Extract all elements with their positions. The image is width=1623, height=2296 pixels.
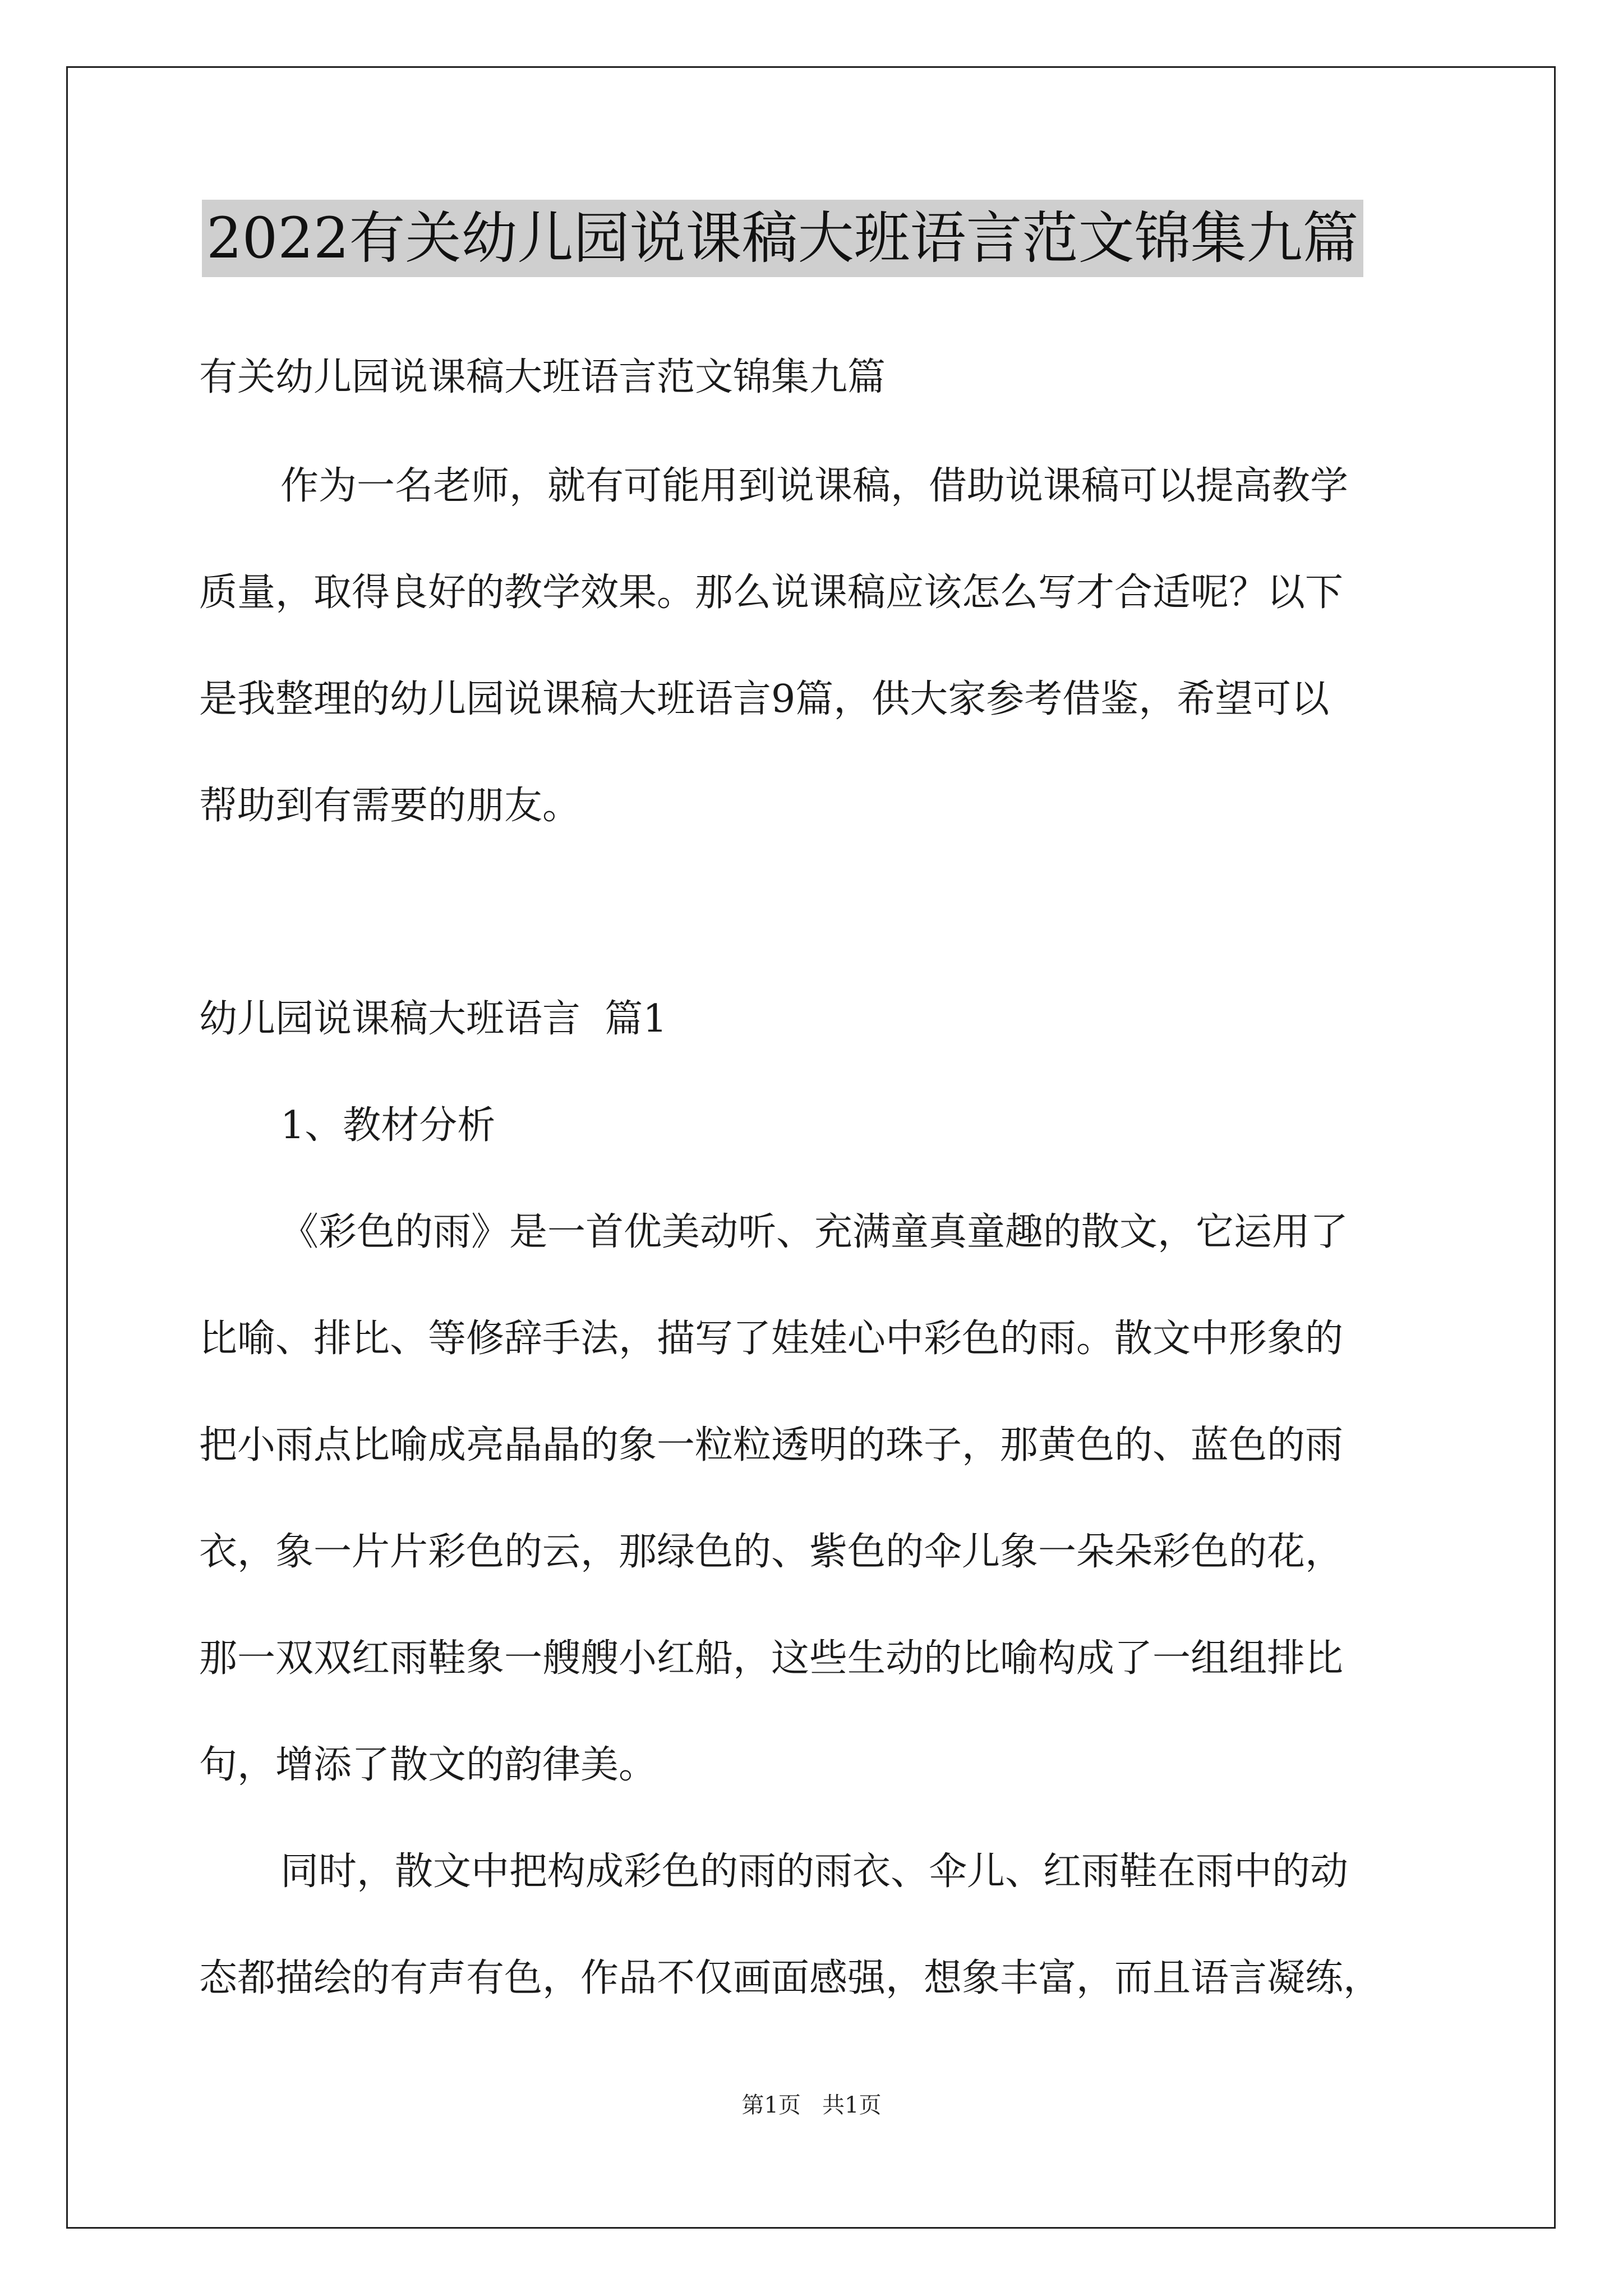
para1-line-6: 句，增添了散文的韵律美。 [199, 1743, 657, 1787]
item-heading: 1、教材分析 [280, 1103, 496, 1148]
para1-line-4: 衣，象一片片彩色的云，那绿色的、紫色的伞儿象一朵朵彩色的花， [199, 1530, 1344, 1574]
intro-line-4: 帮助到有需要的朋友。 [199, 784, 581, 828]
para1-line-5: 那一双双红雨鞋象一艘艘小红船，这些生动的比喻构成了一组组排比 [199, 1636, 1344, 1681]
para2-line-2: 态都描绘的有声有色，作品不仅画面感强，想象丰富，而且语言凝练， [199, 1956, 1382, 2000]
document-subtitle: 有关幼儿园说课稿大班语言范文锦集九篇 [199, 355, 886, 399]
page-footer: 第1页 共1页 [741, 2092, 882, 2118]
para1-line-2: 比喻、排比、等修辞手法，描写了娃娃心中彩色的雨。散文中形象的 [199, 1317, 1344, 1361]
para1-line-1: 《彩色的雨》是一首优美动听、充满童真童趣的散文，它运用了 [280, 1210, 1349, 1254]
para1-line-3: 把小雨点比喻成亮晶晶的象一粒粒透明的珠子，那黄色的、蓝色的雨 [199, 1423, 1344, 1467]
intro-line-2: 质量，取得良好的教学效果。那么说课稿应该怎么写才合适呢？以下 [199, 570, 1344, 615]
intro-line-3: 是我整理的幼儿园说课稿大班语言9篇，供大家参考借鉴，希望可以 [199, 677, 1330, 721]
document-title: 2022有关幼儿园说课稿大班语言范文锦集九篇 [202, 200, 1363, 277]
section-heading: 幼儿园说课稿大班语言 篇1 [199, 997, 667, 1041]
intro-line-1: 作为一名老师，就有可能用到说课稿，借助说课稿可以提高教学 [280, 464, 1349, 508]
para2-line-1: 同时，散文中把构成彩色的雨的雨衣、伞儿、红雨鞋在雨中的动 [280, 1849, 1349, 1894]
